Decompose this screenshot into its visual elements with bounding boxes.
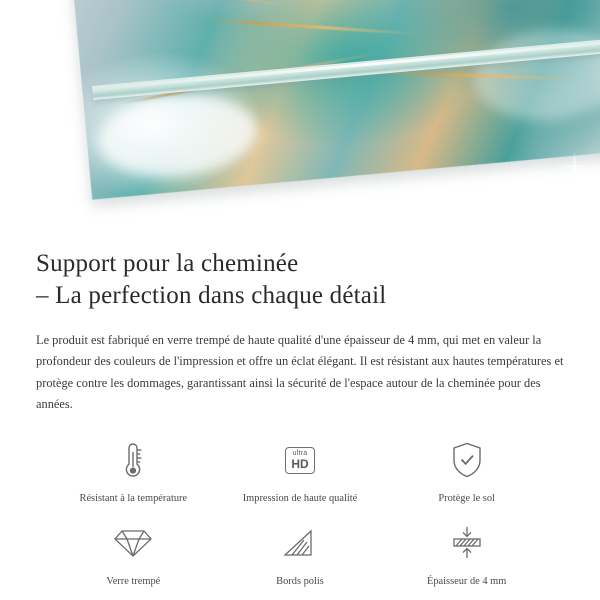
feature-item-tempered-glass xyxy=(50,520,217,589)
diamond-icon xyxy=(110,520,156,566)
content-block xyxy=(0,218,600,588)
feature-grid xyxy=(36,437,564,588)
thickness-arrows-icon xyxy=(444,520,490,566)
page-title-line-1: Support pour la cheminée xyxy=(36,250,299,277)
ultra-hd-badge xyxy=(285,447,314,474)
feature-label: Verre trempé xyxy=(106,575,161,587)
thermometer-icon xyxy=(110,437,156,483)
description-paragraph: Le produit est fabriqué en verre trempé de haute qualité d'une épaisseur de 4 mm, qui met en valeur la profondeur des couleurs de l'impression et offre un éclat élégant. Il est résistant aux hautes températures et protège contre les dommages, garantissant ainsi la sécurité de l'espace autour de la cheminée pour des années. xyxy=(36,333,564,411)
feature-label: Bords polis xyxy=(276,575,324,587)
feature-item-polished-edges xyxy=(217,520,384,589)
feature-label: Protège le sol xyxy=(438,493,495,505)
polished-edges-icon xyxy=(277,520,323,566)
badge-text-hd: HD xyxy=(291,456,309,471)
feature-label: Épaisseur de 4 mm xyxy=(426,575,507,587)
ultra-hd-badge-icon xyxy=(277,437,323,483)
feature-item-temperature xyxy=(50,437,217,506)
badge-text-ultra: ultra xyxy=(292,449,308,457)
glass-panel-face xyxy=(63,0,600,200)
shield-check-icon xyxy=(444,437,490,483)
hero-image xyxy=(0,0,600,218)
feature-label: Résistant à la température xyxy=(79,493,188,505)
feature-item-print-quality xyxy=(217,437,384,506)
page-title-line-2: – La perfection dans chaque détail xyxy=(36,282,387,309)
hero-image-inner xyxy=(0,0,600,218)
feature-label: Impression de haute qualité xyxy=(242,493,358,505)
feature-item-thickness xyxy=(383,520,550,589)
page-title xyxy=(36,248,564,312)
feature-item-floor-protection xyxy=(383,437,550,506)
